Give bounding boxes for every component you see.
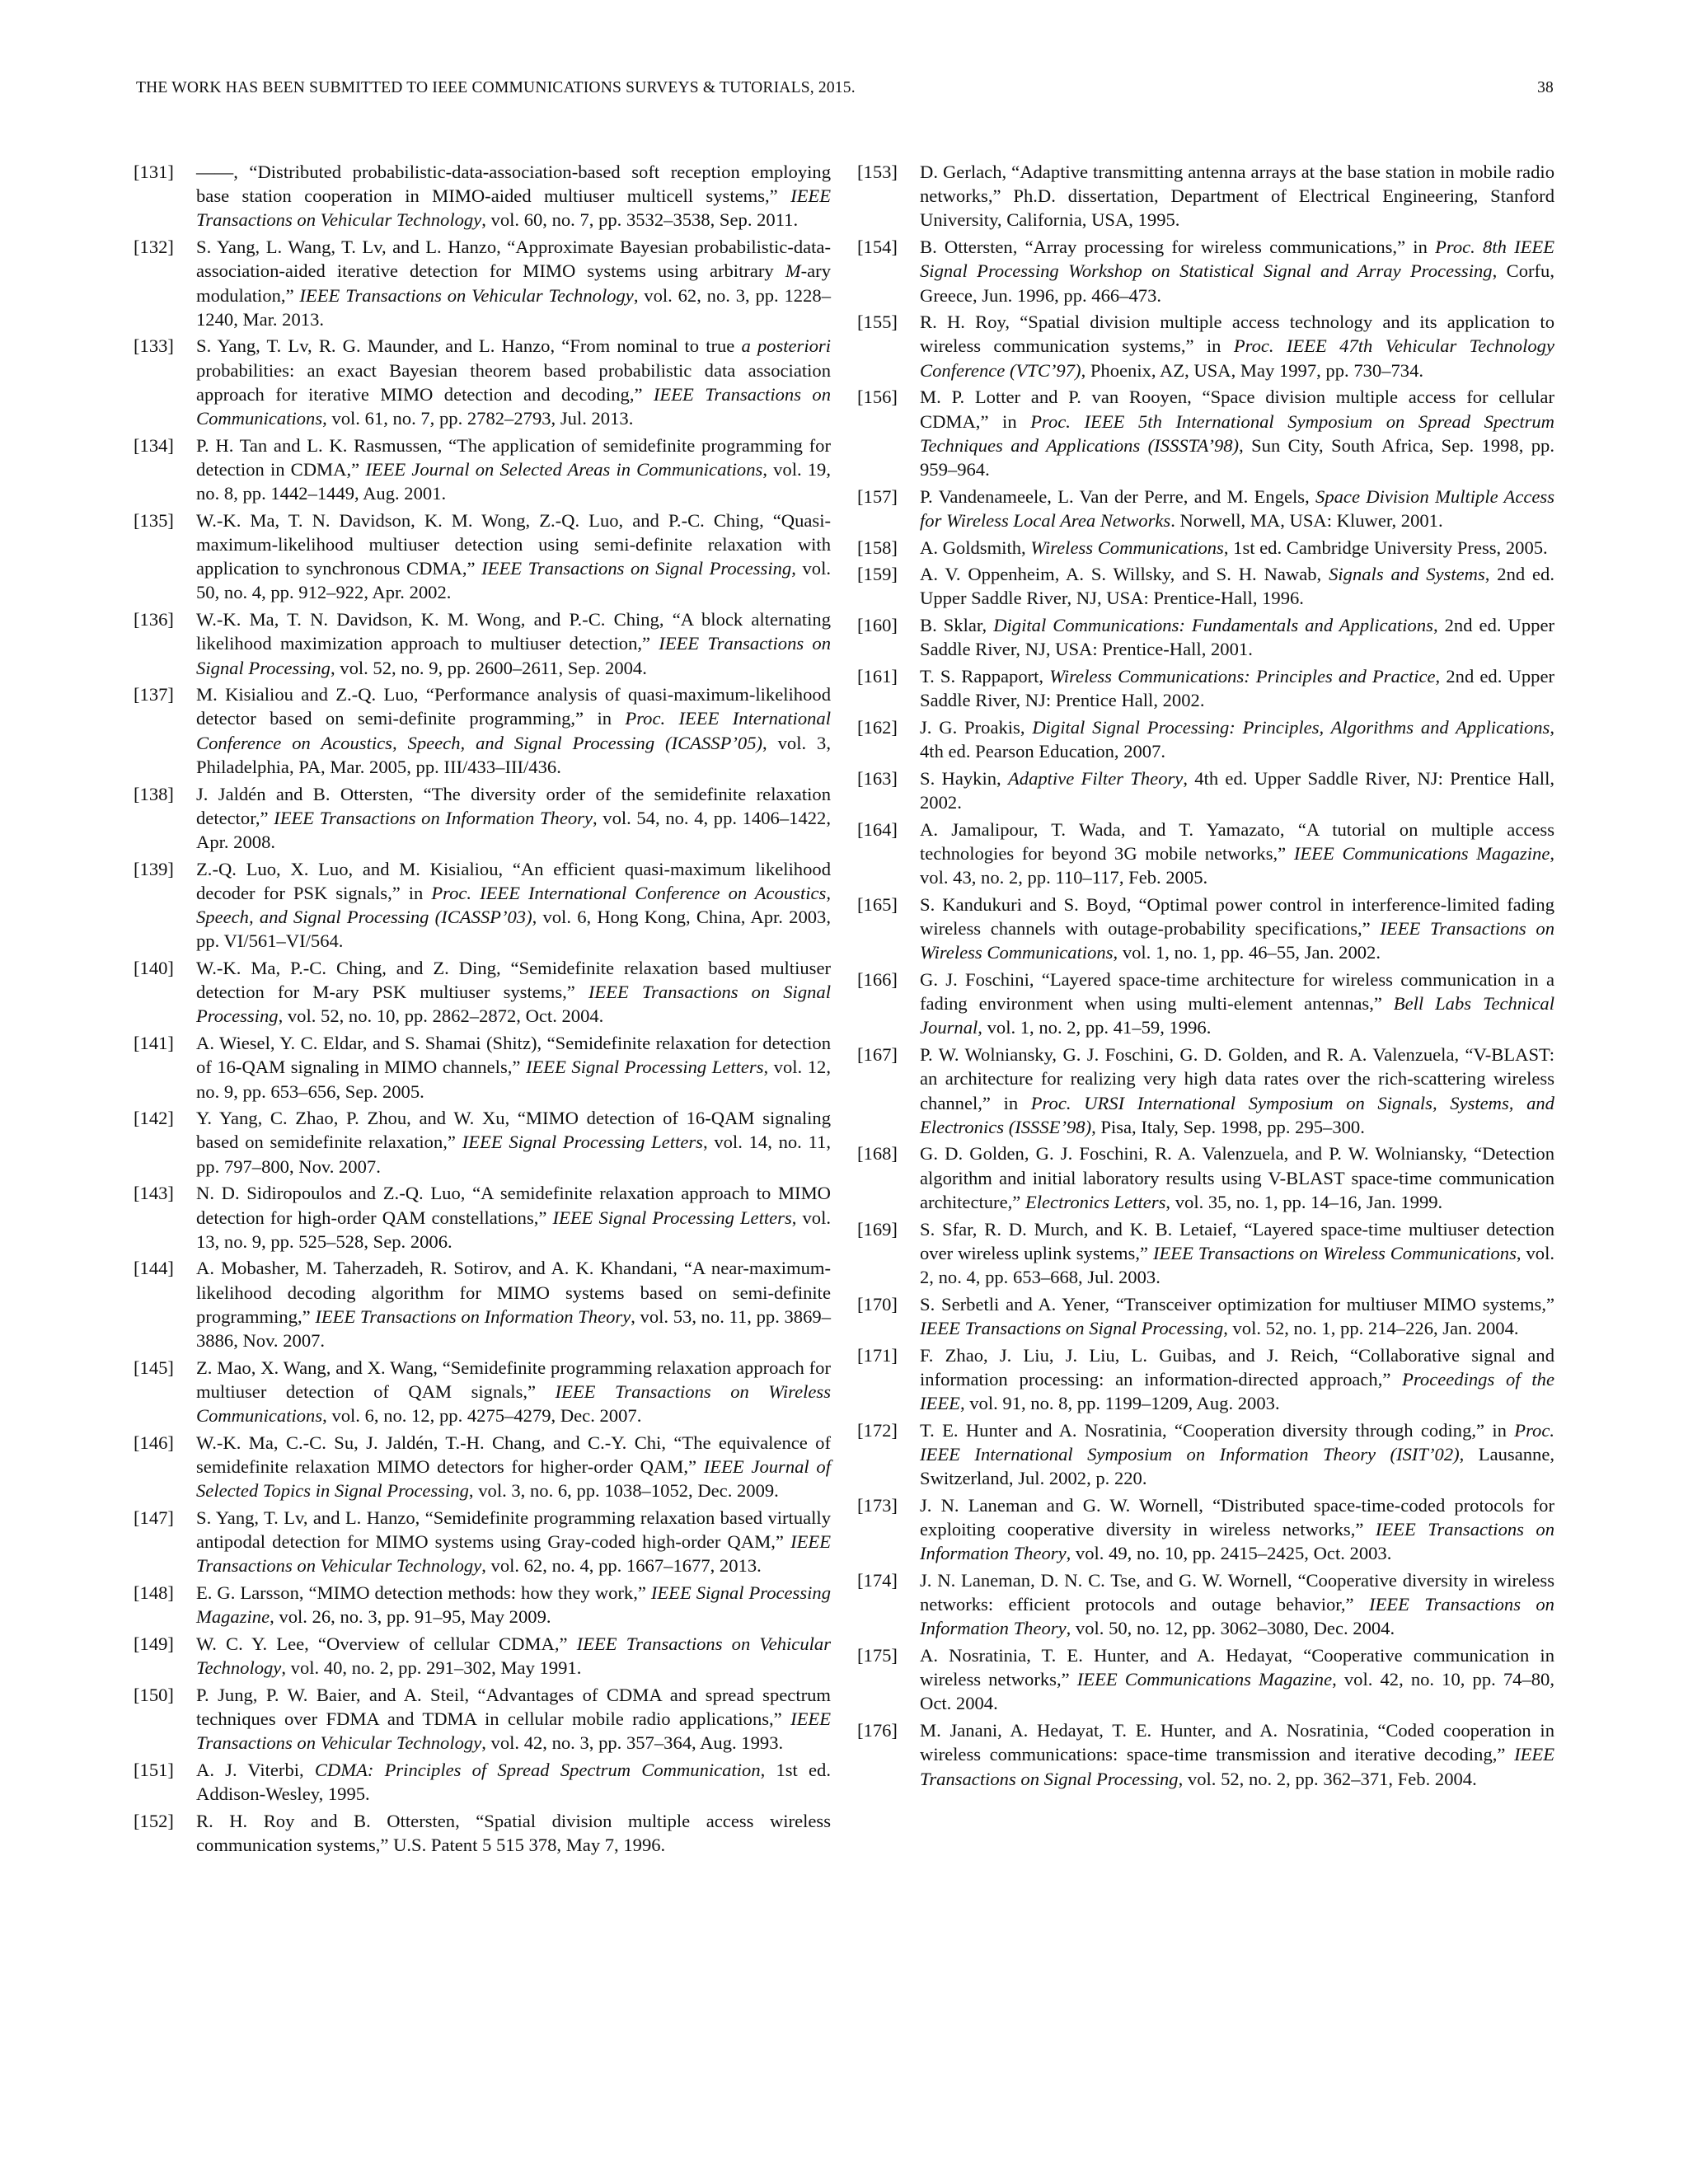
reference-text — [920, 162, 1554, 230]
reference-text — [196, 1033, 831, 1101]
reference-item — [134, 1031, 831, 1104]
reference-segment: , vol. 53, no. 11, pp. 3869–3886, Nov. 2007. — [196, 1305, 831, 1352]
reference-number: [175] — [857, 1644, 898, 1666]
reference-text — [196, 1258, 831, 1351]
reference-venue: Proc. IEEE International Conference on Acoustics, Speech, and Signal Processing (ICASSP’03) — [196, 882, 831, 928]
reference-venue: IEEE Signal Processing Magazine — [196, 1582, 832, 1628]
reference-segment: S. Kandukuri and S. Boyd, “Optimal power control in interference-limited fading wireless channels with outage-probability specifications,” — [920, 893, 1554, 940]
reference-item — [857, 1292, 1554, 1340]
reference-venue: Proc. IEEE International Conference on Acoustics, Speech, and Signal Processing (ICASSP’05) — [196, 708, 831, 753]
reference-text — [196, 609, 831, 677]
reference-number: [171] — [857, 1344, 898, 1366]
reference-venue: IEEE Transactions on Information Theory — [274, 807, 593, 828]
reference-segment: , vol. 61, no. 7, pp. 2782–2793, Jul. 2013. — [322, 408, 634, 429]
reference-venue: Proc. IEEE International Symposium on Information Theory (ISIT’02) — [920, 1419, 1554, 1465]
reference-venue: Proceedings of the IEEE — [920, 1368, 1554, 1413]
reference-segment: F. Zhao, J. Liu, J. Liu, L. Guibas, and J. Reich, “Collaborative signal and information processing: an information-directed approach,” — [920, 1344, 1554, 1390]
reference-segment: , 2nd ed. Upper Saddle River, NJ, USA: Prentice-Hall, 2001. — [920, 615, 1554, 660]
reference-segment: , Sun City, South Africa, Sep. 1998, pp. 959–964. — [920, 434, 1554, 480]
reference-segment: S. Yang, L. Wang, T. Lv, and L. Hanzo, “Approximate Bayesian probabilistic-data-association-aided iterative detection for MIMO systems using arbitrary — [196, 237, 831, 282]
reference-venue: Proc. IEEE 5th International Symposium on Spread Spectrum Techniques and Applications (ISSSTA’98) — [920, 410, 1554, 456]
reference-segment: ——, “Distributed probabilistic-data-association-based soft reception employing base station cooperation in MIMO-aided multiuser multicell systems,” — [196, 162, 831, 207]
reference-item — [134, 1356, 831, 1428]
reference-venue: IEEE Transactions on Vehicular Technology — [196, 1708, 831, 1754]
reference-venue: IEEE Signal Processing Letters — [525, 1057, 764, 1078]
reference-text — [196, 784, 831, 852]
reference-item — [134, 857, 831, 954]
reference-text — [920, 717, 1554, 762]
reference-number: [142] — [134, 1108, 174, 1129]
reference-venue: Digital Signal Processing: Principles, Algorithms and Applications — [1032, 716, 1550, 738]
reference-text — [196, 859, 831, 952]
reference-segment: Y. Yang, C. Zhao, P. Zhou, and W. Xu, “MIMO detection of 16-QAM signaling based on semidefinite relaxation,” — [196, 1108, 831, 1153]
reference-text — [196, 510, 831, 603]
reference-venue: IEEE Transactions on Vehicular Technology — [299, 284, 634, 306]
reference-number: [170] — [857, 1293, 898, 1315]
reference-segment: M. Janani, A. Hedayat, T. E. Hunter, and A. Nosratinia, “Coded cooperation in wireless communications: space-time transmission and iterative decoding,” — [920, 1720, 1554, 1765]
reference-number: [140] — [134, 958, 174, 978]
reference-item — [134, 334, 831, 430]
reference-venue: IEEE Transactions on Communications — [196, 383, 831, 429]
reference-segment: W. C. Y. Lee, “Overview of cellular CDMA,” — [196, 1633, 577, 1654]
reference-segment: , Phoenix, AZ, USA, May 1997, pp. 730–734. — [1081, 359, 1424, 381]
reference-segment: , vol. 43, no. 2, pp. 110–117, Feb. 2005. — [920, 842, 1554, 888]
reference-venue: Signals and Systems — [1329, 564, 1485, 585]
reference-text — [196, 684, 831, 777]
reference-segment: , vol. 49, no. 10, pp. 2415–2425, Oct. 2003. — [1066, 1543, 1392, 1564]
reference-text — [196, 958, 831, 1026]
reference-segment: B. Sklar, — [920, 615, 994, 636]
reference-number: [168] — [857, 1143, 898, 1165]
reference-number: [174] — [857, 1569, 898, 1591]
reference-text — [920, 615, 1554, 659]
reference-number: [148] — [134, 1582, 174, 1604]
reference-venue: a posteriori — [741, 335, 831, 357]
reference-text — [196, 1760, 831, 1804]
reference-venue: IEEE Journal of Selected Topics in Signal Processing — [196, 1456, 831, 1502]
reference-venue: IEEE Signal Processing Letters — [552, 1207, 792, 1228]
reference-segment: A. Wiesel, Y. C. Eldar, and S. Shamai (Shitz), “Semidefinite relaxation for detection of 16-QAM signaling in MIMO channels,” — [196, 1033, 831, 1078]
reference-text — [920, 894, 1554, 963]
reference-number: [150] — [134, 1684, 174, 1705]
reference-segment: , vol. 19, no. 8, pp. 1442–1449, Aug. 2001. — [196, 458, 832, 504]
page-number: 38 — [1537, 79, 1554, 96]
reference-venue: IEEE Transactions on Wireless Communications — [1152, 1242, 1517, 1263]
reference-venue: IEEE Communications Magazine — [1293, 842, 1550, 864]
reference-text — [196, 1811, 831, 1855]
reference-segment: S. Yang, T. Lv, R. G. Maunder, and L. Hanzo, “From nominal to true — [196, 335, 742, 357]
reference-segment: , 2nd ed. Upper Saddle River, NJ: Prentice Hall, 2002. — [920, 666, 1554, 711]
reference-item — [134, 682, 831, 779]
reference-text — [920, 969, 1554, 1038]
reference-number: [159] — [857, 564, 898, 585]
reference-number: [161] — [857, 666, 898, 687]
running-title: THE WORK HAS BEEN SUBMITTED TO IEEE COMMUNICATIONS SURVEYS & TUTORIALS, 2015. — [136, 79, 856, 96]
reference-item — [857, 664, 1554, 712]
reference-venue: IEEE Journal on Selected Areas in Communications — [365, 458, 763, 480]
reference-item — [134, 1256, 831, 1352]
reference-venue: Electronics Letters — [1025, 1191, 1166, 1212]
reference-segment: , vol. 52, no. 9, pp. 2600–2611, Sep. 2004. — [330, 657, 647, 678]
references-right-column — [857, 160, 1554, 1793]
reference-segment: , vol. 1, no. 2, pp. 41–59, 1996. — [978, 1017, 1212, 1038]
reference-segment: J. G. Proakis, — [920, 716, 1033, 738]
reference-segment: A. Nosratinia, T. E. Hunter, and A. Hedayat, “Cooperative communication in wireless networks,” — [920, 1644, 1554, 1690]
reference-segment: , 4th ed. Upper Saddle River, NJ: Prentice Hall, 2002. — [920, 767, 1555, 813]
reference-segment: , vol. 14, no. 11, pp. 797–800, Nov. 2007. — [196, 1132, 831, 1177]
reference-segment: S. Serbetli and A. Yener, “Transceiver optimization for multiuser MIMO systems,” — [920, 1293, 1554, 1315]
reference-segment: , vol. 42, no. 3, pp. 357–364, Aug. 1993. — [481, 1732, 784, 1754]
reference-venue: IEEE Transactions on Signal Processing — [196, 633, 831, 678]
reference-segment: P. H. Tan and L. K. Rasmussen, “The application of semidefinite programming for detection in CDMA,” — [196, 434, 831, 480]
reference-item — [857, 310, 1554, 382]
reference-item — [857, 893, 1554, 965]
reference-item — [857, 766, 1554, 814]
reference-segment: , Corfu, Greece, Jun. 1996, pp. 466–473. — [920, 260, 1554, 306]
reference-number: [146] — [134, 1432, 174, 1453]
reference-item — [134, 235, 831, 331]
reference-item — [134, 1181, 831, 1254]
reference-venue: Proc. URSI International Symposium on Signals, Systems, and Electronics (ISSSE’98) — [920, 1092, 1554, 1137]
reference-item — [134, 509, 831, 605]
reference-item — [134, 1683, 831, 1755]
reference-segment: R. H. Roy, “Spatial division multiple access technology and its application to wireless communication systems,” in — [920, 312, 1554, 357]
reference-segment: J. Jaldén and B. Ottersten, “The diversity order of the semidefinite relaxation detector,” — [196, 783, 831, 828]
reference-segment: , vol. 50, no. 4, pp. 912–922, Apr. 2002. — [196, 558, 831, 603]
reference-segment: W.-K. Ma, T. N. Davidson, K. M. Wong, and P.-C. Ching, “A block alternating likelihood maximization approach to multiuser detection,” — [196, 609, 831, 654]
reference-number: [131] — [134, 162, 174, 182]
reference-venue: IEEE Signal Processing Letters — [462, 1132, 703, 1153]
reference-segment: , vol. 52, no. 1, pp. 214–226, Jan. 2004. — [1223, 1317, 1519, 1338]
reference-number: [136] — [134, 609, 174, 630]
reference-text — [920, 1294, 1554, 1338]
reference-segment: J. N. Laneman, D. N. C. Tse, and G. W. Wornell, “Cooperative diversity in wireless networks: efficient protocols and outage behavior,” — [920, 1569, 1554, 1615]
reference-segment: W.-K. Ma, C.-C. Su, J. Jaldén, T.-H. Chang, and C.-Y. Chi, “The equivalence of semidefinite relaxation MIMO detectors for higher-order QAM,” — [196, 1432, 831, 1478]
reference-number: [137] — [134, 684, 174, 705]
reference-segment: , vol. 35, no. 1, pp. 14–16, Jan. 1999. — [1165, 1191, 1443, 1212]
reference-segment: , vol. 13, no. 9, pp. 525–528, Sep. 2006. — [196, 1207, 831, 1252]
reference-text — [920, 1645, 1554, 1713]
reference-text — [920, 1345, 1554, 1413]
reference-segment: A. Jamalipour, T. Wada, and T. Yamazato, “A tutorial on multiple access technologies for beyond 3G mobile networks,” — [920, 818, 1554, 864]
reference-text — [920, 768, 1554, 813]
reference-segment: M. P. Lotter and P. van Rooyen, “Space division multiple access for cellular CDMA,” in — [920, 387, 1554, 432]
reference-item — [857, 613, 1554, 661]
reference-venue: IEEE Transactions on Vehicular Technology — [196, 1633, 831, 1679]
reference-item — [857, 160, 1554, 232]
reference-item — [134, 1431, 831, 1503]
reference-segment: S. Sfar, R. D. Murch, and K. B. Letaief, “Layered space-time multiuser detection over wireless uplink systems,” — [920, 1218, 1554, 1263]
reference-number: [165] — [857, 893, 898, 915]
reference-venue: IEEE Transactions on Wireless Communications — [920, 918, 1554, 963]
reference-text — [920, 1495, 1554, 1563]
reference-segment: S. Haykin, — [920, 767, 1008, 789]
reference-number: [173] — [857, 1494, 898, 1516]
reference-number: [152] — [134, 1810, 174, 1831]
reference-text — [920, 1143, 1554, 1212]
references-left-column — [134, 160, 831, 1860]
reference-segment: probabilities: an exact Bayesian theorem based probabilistic data association approach for iterative MIMO detection and decoding,” — [196, 359, 831, 405]
reference-text — [920, 564, 1554, 608]
reference-segment: B. Ottersten, “Array processing for wireless communications,” in — [920, 237, 1436, 258]
reference-item — [857, 235, 1554, 307]
reference-text — [920, 237, 1554, 305]
reference-segment: E. G. Larsson, “MIMO detection methods: how they work,” — [196, 1582, 651, 1604]
reference-number: [149] — [134, 1633, 174, 1654]
reference-segment: P. W. Wolniansky, G. J. Foschini, G. D. Golden, and R. A. Valenzuela, “V-BLAST: an architecture for realizing very high data rates over the rich-scattering wireless channel,” in — [920, 1044, 1554, 1113]
reference-segment: . Norwell, MA, USA: Kluwer, 2001. — [1170, 509, 1443, 531]
reference-text — [196, 435, 831, 504]
reference-text — [196, 335, 831, 429]
reference-number: [151] — [134, 1760, 174, 1780]
reference-number: [166] — [857, 969, 898, 990]
reference-segment: A. Mobasher, M. Taherzadeh, R. Sotirov, and A. K. Khandani, “A near-maximum-likelihood decoding algorithm for MIMO systems based on semi-definite programming,” — [196, 1258, 831, 1327]
reference-number: [155] — [857, 312, 898, 333]
reference-text — [920, 819, 1554, 888]
reference-segment: Z. Mao, X. Wang, and X. Wang, “Semidefinite programming relaxation approach for multiuser detection of QAM signals,” — [196, 1357, 831, 1402]
reference-text — [920, 1720, 1554, 1788]
reference-item — [857, 818, 1554, 890]
reference-item — [857, 1643, 1554, 1716]
reference-venue: IEEE Transactions on Vehicular Technology — [196, 185, 831, 231]
reference-number: [144] — [134, 1258, 174, 1279]
reference-venue: IEEE Transactions on Signal Processing — [481, 558, 792, 579]
reference-segment: , Lausanne, Switzerland, Jul. 2002, p. 220. — [920, 1443, 1554, 1489]
reference-segment: , vol. 52, no. 10, pp. 2862–2872, Oct. 2004. — [278, 1005, 604, 1027]
reference-item — [857, 1418, 1554, 1491]
reference-text — [920, 666, 1554, 710]
reference-number: [160] — [857, 615, 898, 636]
reference-number: [172] — [857, 1419, 898, 1441]
reference-text — [196, 1685, 831, 1753]
reference-segment: , 4th ed. Pearson Education, 2007. — [920, 716, 1554, 762]
reference-item — [134, 1506, 831, 1578]
reference-venue: Digital Communications: Fundamentals and Applications — [993, 615, 1433, 636]
reference-item — [134, 782, 831, 855]
reference-item — [857, 1343, 1554, 1416]
reference-segment: T. S. Rappaport, — [920, 666, 1050, 687]
reference-text — [196, 1432, 831, 1501]
reference-number: [134] — [134, 434, 174, 456]
reference-venue: Wireless Communications: Principles and Practice — [1049, 666, 1436, 687]
reference-venue: Wireless Communications — [1030, 537, 1224, 558]
reference-segment: , vol. 52, no. 2, pp. 362–371, Feb. 2004. — [1178, 1768, 1477, 1789]
reference-number: [157] — [857, 485, 898, 507]
reference-item — [857, 1493, 1554, 1566]
reference-text — [920, 1420, 1554, 1488]
reference-number: [169] — [857, 1218, 898, 1240]
reference-segment: A. V. Oppenheim, A. S. Willsky, and S. H. Nawab, — [920, 564, 1329, 585]
reference-segment: -ary modulation,” — [196, 260, 831, 306]
reference-segment: , vol. 62, no. 4, pp. 1667–1677, 2013. — [481, 1555, 762, 1577]
reference-segment: D. Gerlach, “Adaptive transmitting antenna arrays at the base station in mobile radio networks,” Ph.D. dissertation, Department of Electrical Engineering, Stanford University, California, USA, 1995. — [920, 162, 1554, 231]
reference-segment: , vol. 42, no. 10, pp. 74–80, Oct. 2004. — [920, 1669, 1554, 1714]
reference-segment: A. J. Viterbi, — [196, 1760, 315, 1780]
reference-venue: IEEE Transactions on Vehicular Technology — [196, 1531, 831, 1577]
reference-segment: , 1st ed. Cambridge University Press, 2005. — [1223, 537, 1548, 558]
reference-segment: P. Vandenameele, L. Van der Perre, and M. Engels, — [920, 485, 1316, 507]
reference-number: [132] — [134, 237, 174, 258]
reference-venue: IEEE Transactions on Wireless Communications — [196, 1380, 831, 1427]
reference-number: [145] — [134, 1357, 174, 1378]
reference-segment: N. D. Sidiropoulos and Z.-Q. Luo, “A semidefinite relaxation approach to MIMO detection for high-order QAM constellations,” — [196, 1183, 831, 1228]
reference-segment: P. Jung, P. W. Baier, and A. Steil, “Advantages of CDMA and spread spectrum techniques over FDMA and TDMA in cellular mobile radio applications,” — [196, 1684, 831, 1730]
reference-text — [196, 1108, 831, 1176]
reference-venue: Proc. IEEE 47th Vehicular Technology Conference (VTC’97) — [920, 335, 1554, 381]
reference-item — [857, 485, 1554, 532]
reference-item — [134, 1809, 831, 1857]
reference-segment: W.-K. Ma, P.-C. Ching, and Z. Ding, “Semidefinite relaxation based multiuser detection for M-ary PSK multiuser systems,” — [196, 958, 831, 1003]
reference-venue: Proc. 8th IEEE Signal Processing Workshop on Statistical Signal and Array Processing — [920, 237, 1554, 282]
reference-item — [134, 607, 831, 680]
reference-number: [153] — [857, 162, 898, 182]
reference-number: [163] — [857, 767, 898, 789]
reference-segment: , vol. 3, Philadelphia, PA, Mar. 2005, pp. III/433–III/436. — [196, 732, 831, 777]
reference-text — [196, 1633, 831, 1678]
reference-item — [134, 1758, 831, 1806]
reference-number: [176] — [857, 1720, 898, 1741]
reference-number: [167] — [857, 1044, 898, 1066]
reference-number: [156] — [857, 387, 898, 408]
reference-segment: G. D. Golden, G. J. Foschini, R. A. Valenzuela, and P. W. Wolniansky, “Detection algorithm and initial laboratory results using V-BLAST space-time communication architecture,” — [920, 1143, 1554, 1212]
reference-item — [857, 385, 1554, 481]
reference-venue: IEEE Transactions on Information Theory — [315, 1305, 631, 1327]
reference-venue: Adaptive Filter Theory — [1007, 767, 1184, 789]
reference-text — [196, 1582, 831, 1627]
reference-segment: Z.-Q. Luo, X. Luo, and M. Kisialiou, “An efficient quasi-maximum likelihood decoder for PSK signals,” in — [196, 858, 831, 903]
reference-item — [857, 562, 1554, 610]
reference-item — [134, 434, 831, 506]
reference-segment: A. Goldsmith, — [920, 537, 1031, 558]
reference-segment: , vol. 40, no. 2, pp. 291–302, May 1991. — [281, 1657, 582, 1679]
reference-text — [920, 486, 1554, 531]
reference-text — [920, 1219, 1554, 1287]
reference-venue: IEEE Transactions on Information Theory — [920, 1518, 1554, 1564]
reference-item — [857, 1718, 1554, 1791]
reference-item — [134, 160, 831, 232]
reference-number: [135] — [134, 509, 174, 531]
reference-segment: , vol. 2, no. 4, pp. 653–668, Jul. 2003. — [920, 1242, 1554, 1287]
reference-venue: IEEE Transactions on Signal Processing — [196, 982, 831, 1027]
reference-item — [857, 1043, 1554, 1139]
reference-number: [154] — [857, 237, 898, 258]
reference-venue: IEEE Transactions on Information Theory — [920, 1594, 1554, 1639]
reference-segment: , vol. 91, no. 8, pp. 1199–1209, Aug. 2003. — [959, 1392, 1280, 1413]
reference-venue: IEEE Transactions on Signal Processing — [920, 1744, 1554, 1789]
reference-segment: R. H. Roy and B. Ottersten, “Spatial division multiple access wireless communication systems,” U.S. Patent 5 515 378, May 7, 1996. — [196, 1810, 831, 1856]
reference-item — [857, 968, 1554, 1040]
reference-number: [143] — [134, 1183, 174, 1204]
reference-venue: IEEE Transactions on Signal Processing — [920, 1317, 1224, 1338]
reference-segment: , 1st ed. Addison-Wesley, 1995. — [196, 1760, 831, 1805]
reference-text — [920, 387, 1554, 480]
reference-item — [857, 1217, 1554, 1290]
reference-text — [920, 537, 1548, 558]
reference-segment: , 2nd ed. Upper Saddle River, NJ, USA: Prentice-Hall, 1996. — [920, 564, 1555, 609]
reference-number: [147] — [134, 1507, 174, 1528]
reference-text — [196, 162, 831, 230]
reference-text — [920, 1570, 1554, 1638]
reference-segment: , vol. 6, Hong Kong, China, Apr. 2003, pp. VI/561–VI/564. — [196, 907, 831, 952]
reference-text — [920, 312, 1554, 380]
reference-segment: , vol. 50, no. 12, pp. 3062–3080, Dec. 2004. — [1066, 1618, 1395, 1639]
reference-text — [196, 237, 831, 330]
page-header — [136, 79, 1554, 104]
reference-segment: W.-K. Ma, T. N. Davidson, K. M. Wong, Z.-Q. Luo, and P.-C. Ching, “Quasi-maximum-likelihood multiuser detection using semi-definite relaxation with application to synchronous CDMA,” — [196, 509, 831, 579]
reference-segment: G. J. Foschini, “Layered space-time architecture for wireless communication in a fading environment when using multi-element antennas,” — [920, 969, 1554, 1015]
reference-number: [138] — [134, 783, 174, 804]
reference-text — [196, 1507, 831, 1576]
reference-segment: , vol. 1, no. 1, pp. 46–55, Jan. 2002. — [1113, 942, 1381, 963]
reference-segment: , vol. 62, no. 3, pp. 1228–1240, Mar. 2013. — [196, 284, 831, 330]
reference-segment: , vol. 54, no. 4, pp. 1406–1422, Apr. 2008. — [196, 807, 831, 852]
reference-item — [857, 1568, 1554, 1641]
reference-segment: , vol. 12, no. 9, pp. 653–656, Sep. 2005. — [196, 1057, 831, 1102]
reference-segment: T. E. Hunter and A. Nosratinia, “Cooperation diversity through coding,” in — [920, 1419, 1515, 1441]
reference-number: [141] — [134, 1033, 174, 1054]
reference-item — [134, 1581, 831, 1629]
reference-segment: , vol. 3, no. 6, pp. 1038–1052, Dec. 2009. — [468, 1480, 779, 1502]
reference-item — [134, 1106, 831, 1179]
reference-item — [134, 956, 831, 1029]
reference-item — [857, 1141, 1554, 1214]
reference-venue: CDMA: Principles of Spread Spectrum Communication — [314, 1760, 761, 1780]
reference-text — [196, 1183, 831, 1251]
reference-number: [162] — [857, 716, 898, 738]
reference-number: [139] — [134, 858, 174, 879]
reference-segment: S. Yang, T. Lv, and L. Hanzo, “Semidefinite programming relaxation based virtually antipodal detection for MIMO systems using Gray-coded high-order QAM,” — [196, 1507, 831, 1553]
reference-number: [133] — [134, 335, 174, 357]
reference-segment: , Pisa, Italy, Sep. 1998, pp. 295–300. — [1091, 1116, 1365, 1137]
reference-segment: , vol. 60, no. 7, pp. 3532–3538, Sep. 2011. — [481, 209, 799, 231]
reference-item — [134, 1632, 831, 1680]
reference-segment: , vol. 26, no. 3, pp. 91–95, May 2009. — [270, 1606, 551, 1628]
reference-segment: J. N. Laneman and G. W. Wornell, “Distributed space-time-coded protocols for exploiting cooperative diversity in wireless networks,” — [920, 1494, 1554, 1540]
reference-text — [196, 1357, 831, 1426]
reference-venue: M — [785, 260, 801, 282]
reference-segment: , vol. 6, no. 12, pp. 4275–4279, Dec. 2007. — [322, 1405, 642, 1427]
reference-item — [857, 715, 1554, 763]
reference-segment: M. Kisialiou and Z.-Q. Luo, “Performance analysis of quasi-maximum-likelihood detector based on semi-definite programming,” in — [196, 684, 831, 729]
reference-venue: Space Division Multiple Access for Wireless Local Area Networks — [920, 485, 1554, 531]
reference-venue: IEEE Communications Magazine — [1076, 1669, 1333, 1690]
reference-text — [920, 1044, 1554, 1137]
reference-number: [164] — [857, 818, 898, 840]
reference-item — [857, 536, 1554, 560]
reference-number: [158] — [857, 537, 898, 558]
reference-venue: Bell Labs Technical Journal — [920, 993, 1554, 1038]
